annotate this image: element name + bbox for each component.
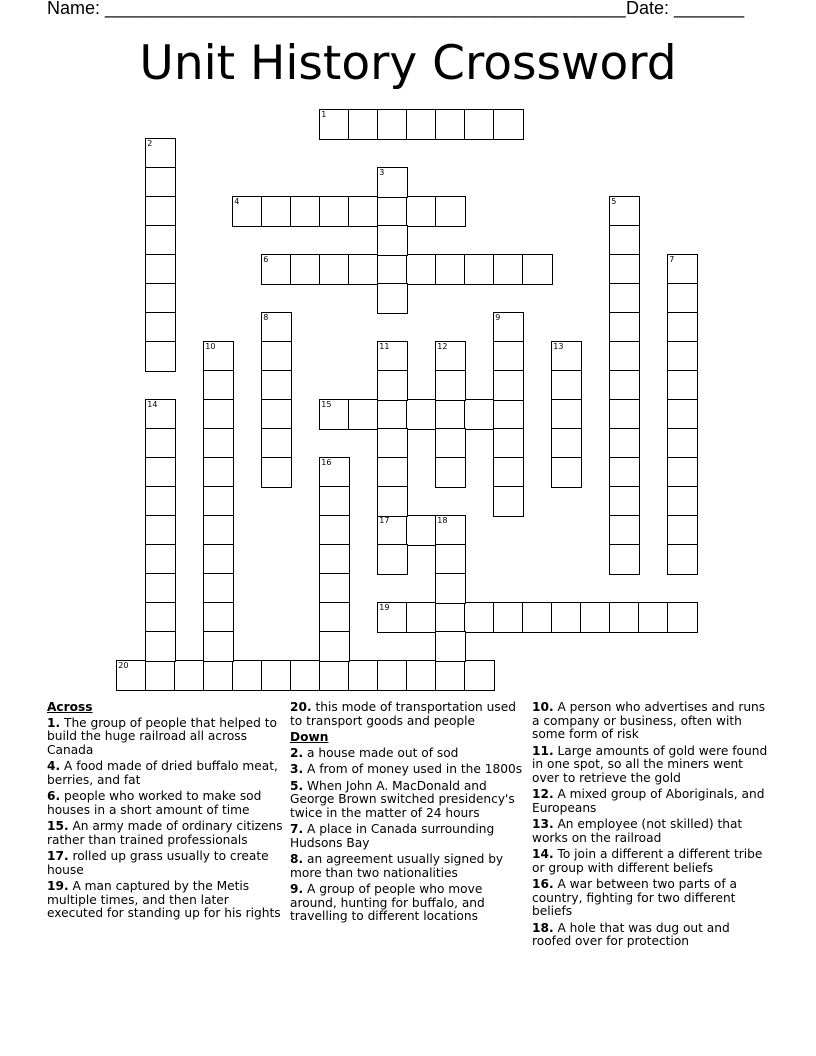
grid-cell[interactable] <box>609 515 640 546</box>
grid-cell[interactable] <box>145 660 176 691</box>
grid-cell[interactable] <box>203 660 234 691</box>
grid-cell[interactable] <box>464 660 495 691</box>
grid-cell[interactable] <box>261 341 292 372</box>
grid-cell[interactable] <box>406 399 437 430</box>
clue-number: 8. <box>290 852 304 866</box>
grid-cell[interactable] <box>145 428 176 459</box>
grid-cell[interactable] <box>435 457 466 488</box>
grid-cell[interactable] <box>145 602 176 633</box>
page-title: Unit History Crossword <box>139 36 677 91</box>
grid-cell[interactable] <box>203 370 234 401</box>
grid-cell[interactable] <box>551 457 582 488</box>
grid-cell[interactable] <box>319 254 350 285</box>
clue-number: 20. <box>290 700 312 714</box>
across-clue <box>47 880 287 921</box>
grid-cell[interactable] <box>261 660 292 691</box>
grid-cell[interactable] <box>493 370 524 401</box>
grid-cell[interactable] <box>667 457 698 488</box>
grid-cell[interactable] <box>290 660 321 691</box>
down-clue <box>532 922 772 949</box>
grid-cell[interactable] <box>145 341 176 372</box>
grid-cell[interactable] <box>377 457 408 488</box>
clue-text: To join a different a different tribe or group with different beliefs <box>532 847 763 875</box>
clue-number: 4. <box>47 759 61 773</box>
clue-number: 14. <box>532 847 554 861</box>
clue-number: 5. <box>290 778 304 793</box>
clue-text: A man captured by the Metis multiple times, and then later executed for standing up for his rights <box>47 879 281 920</box>
grid-cell[interactable] <box>580 602 611 633</box>
grid-cell[interactable] <box>348 660 379 691</box>
grid-cell[interactable] <box>493 254 524 285</box>
grid-cell[interactable] <box>435 573 466 604</box>
grid-cell[interactable] <box>261 196 292 227</box>
grid-cell[interactable] <box>667 312 698 343</box>
clue-text: A person who advertises and runs a company or business, often with some form of risk <box>532 700 766 741</box>
grid-cell[interactable] <box>551 399 582 430</box>
grid-cell[interactable] <box>667 254 698 285</box>
grid-cell[interactable] <box>377 660 408 691</box>
clue-text: a house made out of sod <box>307 745 459 760</box>
grid-cell[interactable] <box>145 254 176 285</box>
clue-number: 16. <box>532 877 554 891</box>
grid-cell[interactable] <box>232 196 263 227</box>
grid-cell[interactable] <box>377 486 408 517</box>
grid-cell[interactable] <box>609 457 640 488</box>
clue-number: 9. <box>290 882 304 896</box>
grid-cell[interactable] <box>435 515 466 546</box>
down-clue <box>532 701 772 742</box>
grid-cell[interactable] <box>203 399 234 430</box>
cell-number: 16 <box>321 458 332 468</box>
cell-number: 12 <box>437 342 448 352</box>
grid-cell[interactable] <box>551 602 582 633</box>
grid-cell[interactable] <box>319 486 350 517</box>
grid-cell[interactable] <box>145 138 176 169</box>
grid-cell[interactable] <box>406 196 437 227</box>
down-clue <box>290 883 530 924</box>
grid-cell[interactable] <box>667 544 698 575</box>
across-clue <box>47 850 287 877</box>
grid-cell[interactable] <box>348 399 379 430</box>
grid-cell[interactable] <box>377 109 408 140</box>
grid-cell[interactable] <box>377 515 408 546</box>
clue-text: A mixed group of Aboriginals, and Europeans <box>532 787 765 815</box>
clue-number: 2. <box>290 745 304 760</box>
grid-cell[interactable] <box>203 631 234 662</box>
date-field[interactable]: Date: _______ <box>626 0 745 18</box>
grid-cell[interactable] <box>609 486 640 517</box>
clue-number: 12. <box>532 787 554 801</box>
grid-cell[interactable] <box>435 196 466 227</box>
grid-cell[interactable] <box>464 109 495 140</box>
cell-number: 11 <box>379 342 390 352</box>
across-clue <box>47 820 287 847</box>
grid-cell[interactable] <box>638 602 669 633</box>
grid-cell[interactable] <box>261 312 292 343</box>
cell-number: 1 <box>321 110 327 120</box>
across-clue <box>290 701 530 728</box>
cell-number: 20 <box>118 661 129 671</box>
grid-cell[interactable] <box>319 631 350 662</box>
clue-text: When John A. MacDonald and George Brown switched presidency's twice in the matter of 24 hours <box>290 778 515 820</box>
down-clue <box>532 848 772 875</box>
across-clue <box>47 717 287 758</box>
grid-cell[interactable] <box>261 399 292 430</box>
grid-cell[interactable] <box>435 109 466 140</box>
grid-cell[interactable] <box>609 544 640 575</box>
grid-cell[interactable] <box>290 196 321 227</box>
cell-number: 8 <box>263 313 269 323</box>
grid-cell[interactable] <box>145 573 176 604</box>
clues-column-2 <box>290 701 530 927</box>
grid-cell[interactable] <box>435 544 466 575</box>
grid-cell[interactable] <box>203 341 234 372</box>
clue-number: 18. <box>532 920 554 935</box>
grid-cell[interactable] <box>609 283 640 314</box>
grid-cell[interactable] <box>551 370 582 401</box>
grid-cell[interactable] <box>145 486 176 517</box>
clue-text: Large amounts of gold were found in one spot, so all the miners went over to retrieve the gold <box>532 743 768 785</box>
clue-text: A hole that was dug out and roofed over for protection <box>532 920 730 948</box>
grid-cell[interactable] <box>667 283 698 314</box>
grid-cell[interactable] <box>464 399 495 430</box>
cell-number: 17 <box>379 516 390 526</box>
clue-text: A group of people who move around, hunting for buffalo, and travelling to different locations <box>290 882 485 923</box>
grid-cell[interactable] <box>145 225 176 256</box>
grid-cell[interactable] <box>203 573 234 604</box>
grid-cell[interactable] <box>203 602 234 633</box>
grid-cell[interactable] <box>667 370 698 401</box>
down-clue <box>532 745 772 786</box>
grid-cell[interactable] <box>609 225 640 256</box>
grid-cell[interactable] <box>609 399 640 430</box>
grid-cell[interactable] <box>406 515 437 546</box>
clue-text: The group of people that helped to build the huge railroad all across Canada <box>47 715 277 757</box>
grid-cell[interactable] <box>406 254 437 285</box>
clue-number: 17. <box>47 849 69 863</box>
clue-text: this mode of transportation used to transport goods and people <box>290 700 516 728</box>
grid-cell[interactable] <box>377 254 408 285</box>
grid-cell[interactable] <box>319 457 350 488</box>
across-clue <box>47 760 287 787</box>
down-clue <box>290 823 530 850</box>
grid-cell[interactable] <box>319 660 350 691</box>
grid-cell[interactable] <box>435 254 466 285</box>
clue-text: An army made of ordinary citizens rather than trained professionals <box>47 819 283 847</box>
grid-cell[interactable] <box>493 109 524 140</box>
grid-cell[interactable] <box>377 225 408 256</box>
grid-cell[interactable] <box>435 370 466 401</box>
grid-cell[interactable] <box>145 515 176 546</box>
grid-cell[interactable] <box>319 573 350 604</box>
grid-cell[interactable] <box>145 312 176 343</box>
grid-cell[interactable] <box>493 428 524 459</box>
grid-cell[interactable] <box>406 109 437 140</box>
clues-column-3 <box>532 701 772 952</box>
grid-cell[interactable] <box>145 544 176 575</box>
grid-cell[interactable] <box>377 602 408 633</box>
grid-cell[interactable] <box>522 254 553 285</box>
grid-cell[interactable] <box>232 660 263 691</box>
grid-cell[interactable] <box>493 486 524 517</box>
grid-cell[interactable] <box>145 283 176 314</box>
grid-cell[interactable] <box>406 660 437 691</box>
down-clue <box>532 788 772 815</box>
grid-cell[interactable] <box>203 428 234 459</box>
cell-number: 4 <box>234 197 240 207</box>
grid-cell[interactable] <box>174 660 205 691</box>
grid-cell[interactable] <box>667 428 698 459</box>
grid-cell[interactable] <box>435 428 466 459</box>
grid-cell[interactable] <box>464 254 495 285</box>
cell-number: 13 <box>553 342 564 352</box>
grid-cell[interactable] <box>261 457 292 488</box>
grid-cell[interactable] <box>203 457 234 488</box>
grid-cell[interactable] <box>203 544 234 575</box>
down-heading: Down <box>290 730 329 744</box>
grid-cell[interactable] <box>609 341 640 372</box>
cell-number: 7 <box>669 255 675 265</box>
grid-cell[interactable] <box>145 167 176 198</box>
grid-cell[interactable] <box>522 602 553 633</box>
grid-cell[interactable] <box>377 544 408 575</box>
grid-cell[interactable] <box>377 341 408 372</box>
grid-cell[interactable] <box>348 196 379 227</box>
grid-cell[interactable] <box>435 341 466 372</box>
cell-number: 14 <box>147 400 158 410</box>
clue-text: people who worked to make sod houses in a short amount of time <box>47 789 262 817</box>
grid-cell[interactable] <box>493 399 524 430</box>
cell-number: 3 <box>379 168 385 178</box>
clue-number: 3. <box>290 762 304 776</box>
grid-cell[interactable] <box>377 399 408 430</box>
grid-cell[interactable] <box>203 486 234 517</box>
clue-number: 7. <box>290 822 304 836</box>
down-clue <box>290 780 530 821</box>
grid-cell[interactable] <box>319 196 350 227</box>
grid-cell[interactable] <box>667 515 698 546</box>
name-field[interactable]: Name: ____________________________________________________ <box>47 0 626 18</box>
grid-cell[interactable] <box>493 457 524 488</box>
clue-text: An employee (not skilled) that works on the railroad <box>532 817 743 845</box>
down-clue <box>532 818 772 845</box>
clue-number: 13. <box>532 817 554 831</box>
grid-cell[interactable] <box>261 370 292 401</box>
grid-cell[interactable] <box>203 515 234 546</box>
grid-cell[interactable] <box>377 167 408 198</box>
grid-cell[interactable] <box>667 602 698 633</box>
clue-text: rolled up grass usually to create house <box>47 849 269 877</box>
grid-cell[interactable] <box>261 428 292 459</box>
clue-number: 19. <box>47 879 69 893</box>
clue-text: A food made of dried buffalo meat, berries, and fat <box>47 759 278 787</box>
grid-cell[interactable] <box>348 109 379 140</box>
grid-cell[interactable] <box>319 109 350 140</box>
grid-cell[interactable] <box>609 428 640 459</box>
grid-cell[interactable] <box>261 254 292 285</box>
cell-number: 2 <box>147 139 153 149</box>
grid-cell[interactable] <box>348 254 379 285</box>
grid-cell[interactable] <box>667 341 698 372</box>
cell-number: 9 <box>495 313 501 323</box>
clue-number: 15. <box>47 819 69 833</box>
cell-number: 15 <box>321 400 332 410</box>
grid-cell[interactable] <box>319 515 350 546</box>
cell-number: 6 <box>263 255 269 265</box>
across-clue <box>47 790 287 817</box>
down-clue <box>290 747 530 761</box>
grid-cell[interactable] <box>406 602 437 633</box>
clue-text: A from of money used in the 1800s <box>307 762 523 776</box>
grid-cell[interactable] <box>493 341 524 372</box>
grid-cell[interactable] <box>609 196 640 227</box>
clue-number: 11. <box>532 743 554 758</box>
grid-cell[interactable] <box>377 428 408 459</box>
grid-cell[interactable] <box>145 399 176 430</box>
clue-number: 1. <box>47 715 61 730</box>
grid-cell[interactable] <box>145 457 176 488</box>
grid-cell[interactable] <box>493 602 524 633</box>
grid-cell[interactable] <box>464 602 495 633</box>
clue-text: A place in Canada surrounding Hudsons Bay <box>290 822 495 850</box>
down-clue <box>532 878 772 919</box>
grid-cell[interactable] <box>116 660 147 691</box>
cell-number: 10 <box>205 342 216 352</box>
grid-cell[interactable] <box>551 341 582 372</box>
grid-cell[interactable] <box>551 428 582 459</box>
grid-cell[interactable] <box>435 602 466 633</box>
grid-cell[interactable] <box>290 254 321 285</box>
grid-cell[interactable] <box>667 486 698 517</box>
grid-cell[interactable] <box>609 254 640 285</box>
clue-text: A war between two parts of a country, fighting for two different beliefs <box>532 877 737 918</box>
grid-cell[interactable] <box>493 312 524 343</box>
cell-number: 5 <box>611 197 617 207</box>
grid-cell[interactable] <box>667 399 698 430</box>
grid-cell[interactable] <box>319 399 350 430</box>
grid-cell[interactable] <box>609 370 640 401</box>
grid-cell[interactable] <box>319 544 350 575</box>
cell-number: 19 <box>379 603 390 613</box>
across-heading: Across <box>47 700 93 714</box>
cell-number: 18 <box>437 516 448 526</box>
grid-cell[interactable] <box>319 602 350 633</box>
grid-cell[interactable] <box>435 660 466 691</box>
grid-cell[interactable] <box>609 602 640 633</box>
grid-cell[interactable] <box>435 631 466 662</box>
grid-cell[interactable] <box>435 399 466 430</box>
grid-cell[interactable] <box>145 196 176 227</box>
clue-number: 10. <box>532 700 554 714</box>
clues-column-1 <box>47 701 287 924</box>
grid-cell[interactable] <box>377 370 408 401</box>
clue-number: 6. <box>47 789 61 803</box>
grid-cell[interactable] <box>609 312 640 343</box>
grid-cell[interactable] <box>377 196 408 227</box>
down-clue <box>290 763 530 777</box>
clue-text: an agreement usually signed by more than two nationalities <box>290 852 504 880</box>
grid-cell[interactable] <box>377 283 408 314</box>
grid-cell[interactable] <box>145 631 176 662</box>
down-clue <box>290 853 530 880</box>
